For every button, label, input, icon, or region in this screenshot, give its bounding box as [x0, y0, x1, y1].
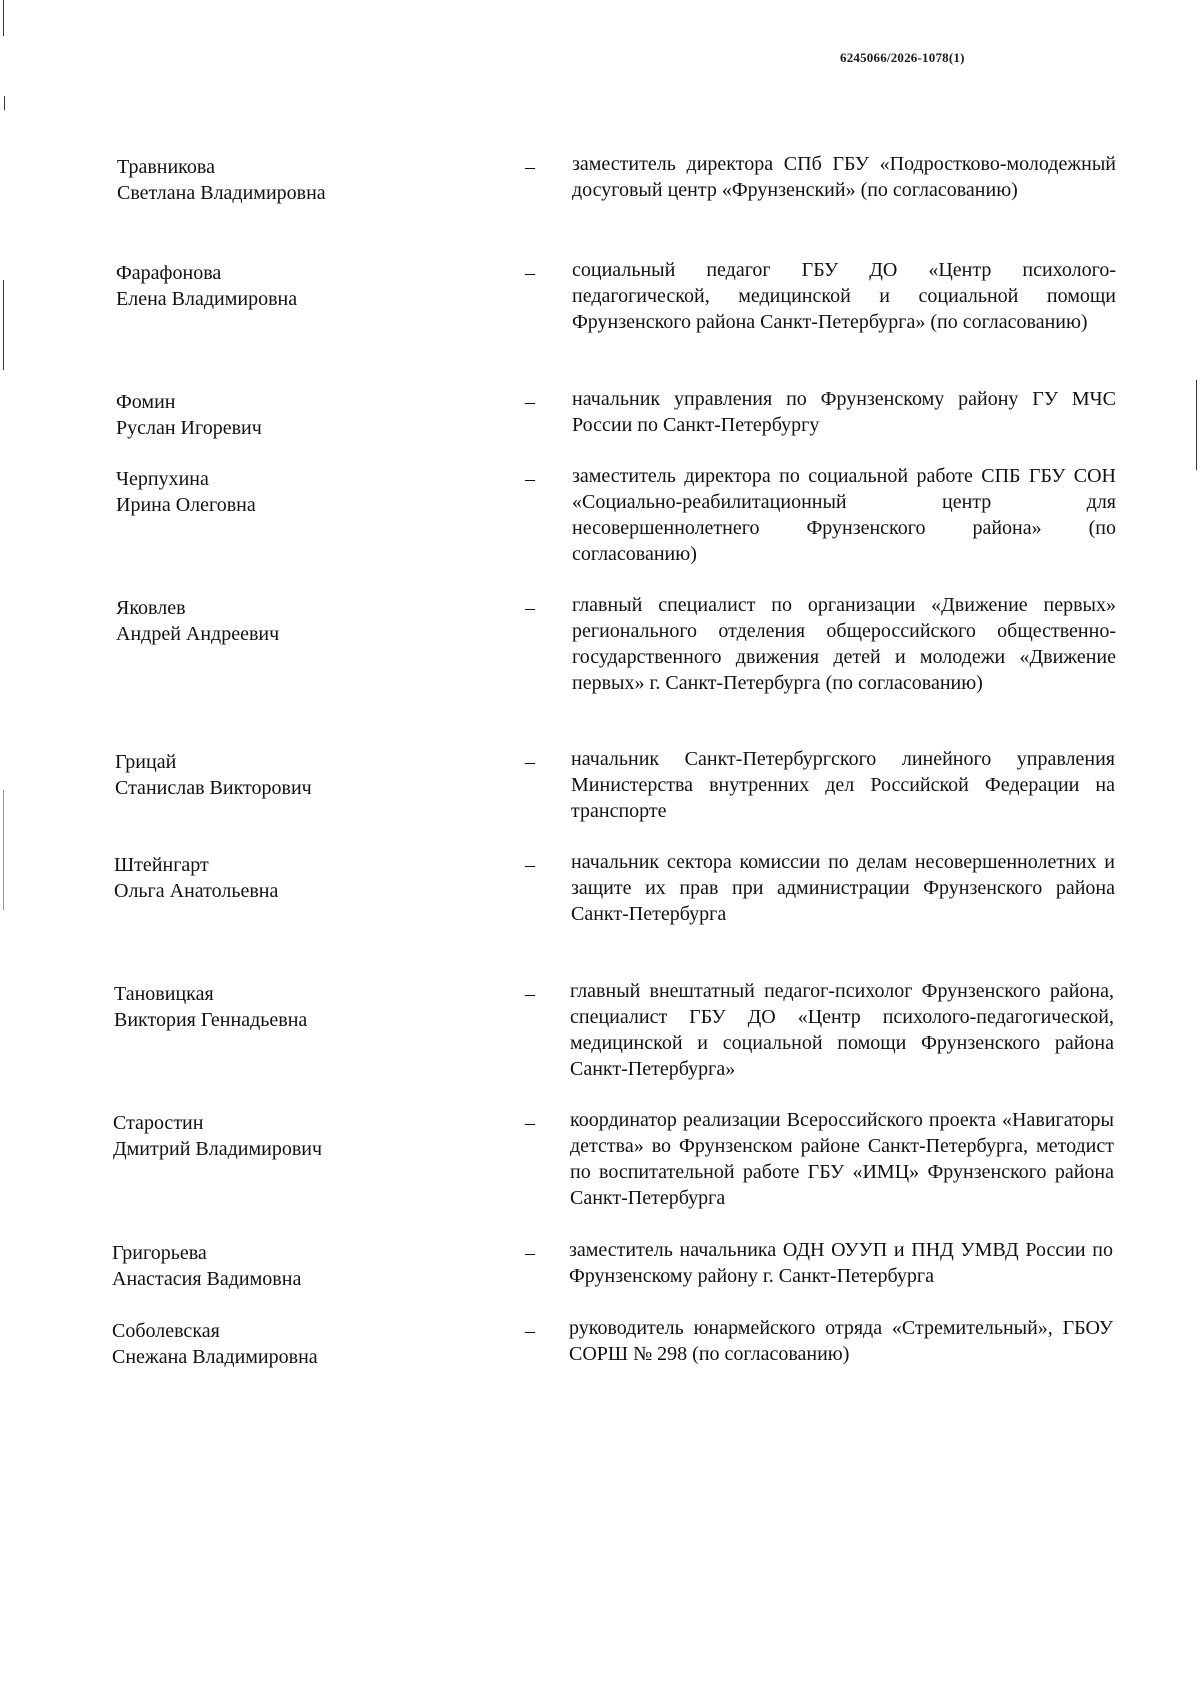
member-surname: Черпухина — [116, 468, 209, 490]
member-name — [112, 1318, 472, 1370]
member-given-names: Ольга Анатольевна — [114, 880, 279, 902]
member-role: начальник управления по Фрунзенскому району ГУ МЧС России по Санкт-Петербургу — [572, 388, 1116, 436]
separator-dash: – — [525, 597, 535, 619]
member-given-names: Ирина Олеговна — [116, 494, 256, 516]
member-role: заместитель начальника ОДН ОУУП и ПНД УМВД России по Фрунзенскому району г. Санкт-Петербурга — [569, 1239, 1113, 1287]
member-given-names: Дмитрий Владимирович — [113, 1138, 323, 1160]
scan-artifact-left-1 — [3, 0, 4, 36]
separator-dash: – — [525, 262, 535, 284]
member-given-names: Снежана Владимировна — [112, 1346, 318, 1368]
member-given-names: Елена Владимировна — [116, 288, 298, 310]
member-role: социальный педагог ГБУ ДО «Центр психолого-педагогической, медицинской и социальной помощи Фрунзенского района Санкт-Петербурга» (по согласованию) — [572, 259, 1116, 333]
scan-artifact-left-4 — [3, 790, 4, 910]
member-given-names: Светлана Владимировна — [117, 182, 326, 204]
member-name — [114, 981, 474, 1033]
separator-dash: – — [525, 391, 535, 413]
member-name — [117, 154, 477, 206]
member-given-names: Станислав Викторович — [115, 777, 312, 799]
member-surname: Старостин — [113, 1112, 204, 1134]
member-role: координатор реализации Всероссийского проекта «Навигаторы детства» во Фрунзенском районе Санкт-Петербурга, методист по воспитательной работе ГБУ «ИМЦ» Фрунзенского района Санкт-Петербурга — [570, 1109, 1114, 1209]
separator-dash: – — [525, 156, 535, 178]
member-given-names: Андрей Андреевич — [116, 623, 280, 645]
member-role: начальник Санкт-Петербургского линейного управления Министерства внутренних дел Российской Федерации на транспорте — [571, 748, 1115, 822]
member-name — [116, 466, 476, 518]
member-name — [116, 389, 476, 441]
member-surname: Григорьева — [112, 1242, 207, 1264]
member-role: главный внештатный педагог-психолог Фрунзенского района, специалист ГБУ ДО «Центр психолого-педагогической, медицинской и социальной помощи Фрунзенского района Санкт-Петербурга» — [570, 980, 1114, 1080]
separator-dash: – — [525, 751, 535, 773]
member-name — [116, 260, 476, 312]
separator-dash: – — [525, 983, 535, 1005]
member-role: руководитель юнармейского отряда «Стремительный», ГБОУ СОРШ № 298 (по согласованию) — [569, 1317, 1113, 1365]
member-surname: Тановицкая — [114, 983, 214, 1005]
member-given-names: Виктория Геннадьевна — [114, 1009, 308, 1031]
member-role: заместитель директора СПб ГБУ «Подростково-молодежный досуговый центр «Фрунзенский» (по согласованию) — [572, 153, 1116, 201]
member-role: начальник сектора комиссии по делам несовершеннолетних и защите их прав при администрации Фрунзенского района Санкт-Петербурга — [571, 851, 1115, 925]
member-surname: Грицай — [115, 751, 177, 773]
member-role: главный специалист по организации «Движение первых» регионального отделения общероссийского общественно-государственного движения детей и молодежи «Движение первых» г. Санкт-Петербурга (по согласованию) — [572, 594, 1116, 694]
member-surname: Фарафонова — [116, 262, 222, 284]
scan-artifact-left-3 — [3, 280, 4, 370]
member-name — [113, 1110, 473, 1162]
member-surname: Штейнгарт — [114, 854, 209, 876]
separator-dash: – — [525, 468, 535, 490]
member-name — [116, 595, 476, 647]
member-role: заместитель директора по социальной работе СПБ ГБУ СОН «Социально-реабилитационный центр для несовершеннолетнего Фрунзенского района» (по согласованию) — [572, 465, 1116, 565]
member-name — [114, 852, 474, 904]
document-number: 6245066/2026-1078(1) — [840, 50, 965, 65]
separator-dash: – — [525, 1242, 535, 1264]
member-name — [115, 749, 475, 801]
separator-dash: – — [525, 1320, 535, 1342]
scan-artifact-left-2 — [4, 96, 5, 110]
member-given-names: Анастасия Вадимовна — [112, 1268, 302, 1290]
scan-artifact-right-1 — [1196, 380, 1197, 470]
member-surname: Соболевская — [112, 1320, 220, 1342]
separator-dash: – — [525, 854, 535, 876]
member-surname: Травникова — [117, 156, 215, 178]
member-name — [112, 1240, 472, 1292]
separator-dash: – — [525, 1112, 535, 1134]
member-surname: Яковлев — [116, 597, 186, 619]
member-surname: Фомин — [116, 391, 176, 413]
member-given-names: Руслан Игоревич — [116, 417, 262, 439]
